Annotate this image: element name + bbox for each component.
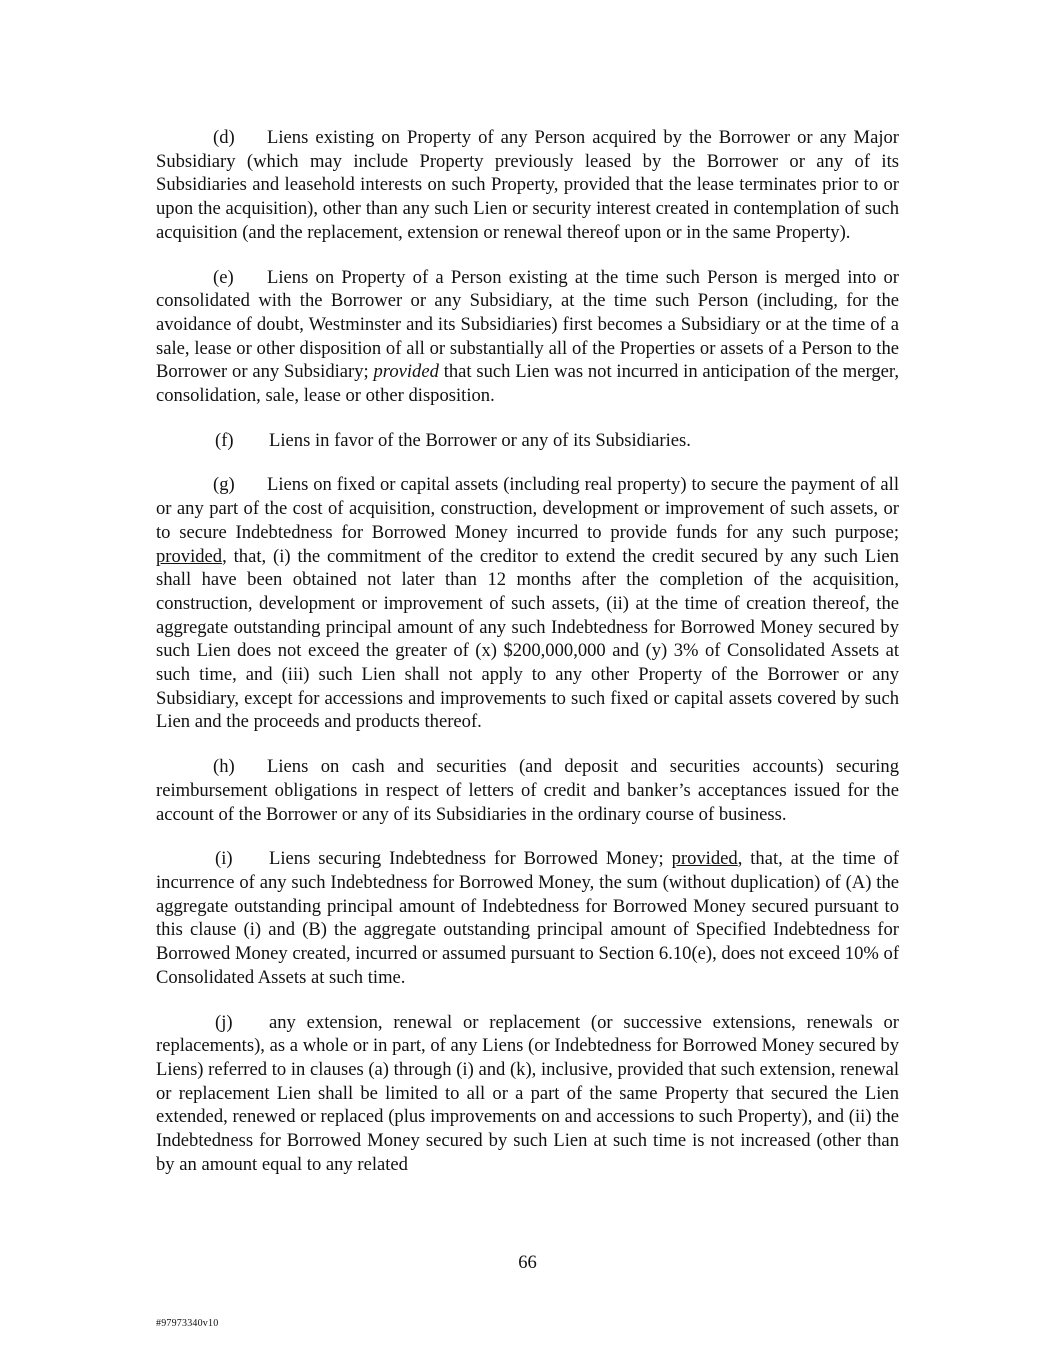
clause-text: Liens securing Indebtedness for Borrowed Money; xyxy=(269,848,672,870)
clause-text: , that, at the time of incurrence of any such Indebtedness for Borrowed Money, the sum (without duplication) of (A) the aggregate outstanding principal amount of Indebtedness for Borrowed Money secured pursuant to this clause (i) and (B) the aggregate outstanding principal amount of Specified Indebtedness for Borrowed Money created, incurred or assumed pursuant to Section 6.10(e), does not exceed 10% of Consolidated Assets at such time. xyxy=(156,848,900,988)
clause-underlined: provided xyxy=(156,545,223,567)
clause-text: Liens on fixed or capital assets (including real property) to secure the payment of all or any part of the cost of acquisition, construction, development or improvement of such assets, or to secure Indebtedness for Borrowed Money incurred to provide funds for any such purpose; xyxy=(156,474,899,543)
clause-text: that such Lien was not incurred in anticipation of the merger, consolidation, sale, lease or other disposition. xyxy=(156,361,900,407)
page-number: 66 xyxy=(518,1252,537,1273)
clause-label: (f) xyxy=(215,429,234,451)
clause-text: any extension, renewal or replacement (or successive extensions, renewals or replacements), as a whole or in part, of any Liens (or Indebtedness for Borrowed Money secured by Liens) referred to in clauses (a) through (i) and (k), inclusive, provided that such extension, renewal or replacement Lien shall be limited to all or a part of the same Property that secured the Lien extended, renewed or replaced (plus improvements on and accessions to such Property), and (ii) the Indebtedness for Borrowed Money secured by such Lien at such time is not increased (other than by an amount equal to any related xyxy=(156,1011,899,1175)
clause-label: (j) xyxy=(215,1011,233,1033)
document-id: #97973340v10 xyxy=(156,1318,219,1329)
clause-label: (d) xyxy=(213,127,235,148)
clause-text: , that, (i) the commitment of the creditor to extend the credit secured by any such Lien shall have been obtained not later than 12 months after the completion of the acquisition, construction, development or improvement of such assets, (ii) at the time of creation thereof, the aggregate outstanding principal amount of any such Indebtedness for Borrowed Money secured by such Lien does not exceed the greater of (x) $200,000,000 and (y) 3% of Consolidated Assets at such time, and (iii) such Lien shall not apply to any other Property of the Borrower or any Subsidiary, except for accessions and improvements to such fixed or capital assets covered by such Lien and the proceeds and products thereof. xyxy=(156,545,899,733)
clause-underlined: provided xyxy=(671,848,738,870)
clause-label: (h) xyxy=(213,756,235,778)
clause-e xyxy=(156,266,899,408)
document-body xyxy=(156,126,899,1197)
clause-label: (e) xyxy=(213,266,234,288)
clause-i xyxy=(156,847,899,989)
clause-text: Liens in favor of the Borrower or any of its Subsidiaries. xyxy=(269,429,691,451)
clause-d xyxy=(156,126,899,245)
clause-g xyxy=(156,473,899,734)
clause-label: (i) xyxy=(215,848,233,870)
clause-f xyxy=(156,429,899,453)
clause-text: Liens on Property of a Person existing at the time such Person is merged into or consolidated with the Borrower or any Subsidiary, at the time such Person (including, for the avoidance of doubt, Westminster and its Subsidiaries) first becomes a Subsidiary or at the time of a sale, lease or other disposition of all or substantially all of the Properties or assets of a Person to the Borrower or any Subsidiary; xyxy=(156,266,899,383)
clause-label: (g) xyxy=(213,474,235,496)
clause-text: Liens existing on Property of any Person acquired by the Borrower or any Major Subsidiary (which may include Property previously leased by the Borrower or any of its Subsidiaries and leasehold interests on such Property, provided that the lease terminates prior to or upon the acquisition), other than any such Lien or security interest created in contemplation of such acquisition (and the replacement, extension or renewal thereof upon or in the same Property). xyxy=(156,127,899,243)
clause-text: Liens on cash and securities (and deposit and securities accounts) securing reimbursement obligations in respect of letters of credit and banker’s acceptances issued for the account of the Borrower or any of its Subsidiaries in the ordinary course of business. xyxy=(156,756,899,825)
clause-h xyxy=(156,755,899,826)
clause-emphasis: provided xyxy=(373,361,439,383)
clause-j xyxy=(156,1011,899,1177)
